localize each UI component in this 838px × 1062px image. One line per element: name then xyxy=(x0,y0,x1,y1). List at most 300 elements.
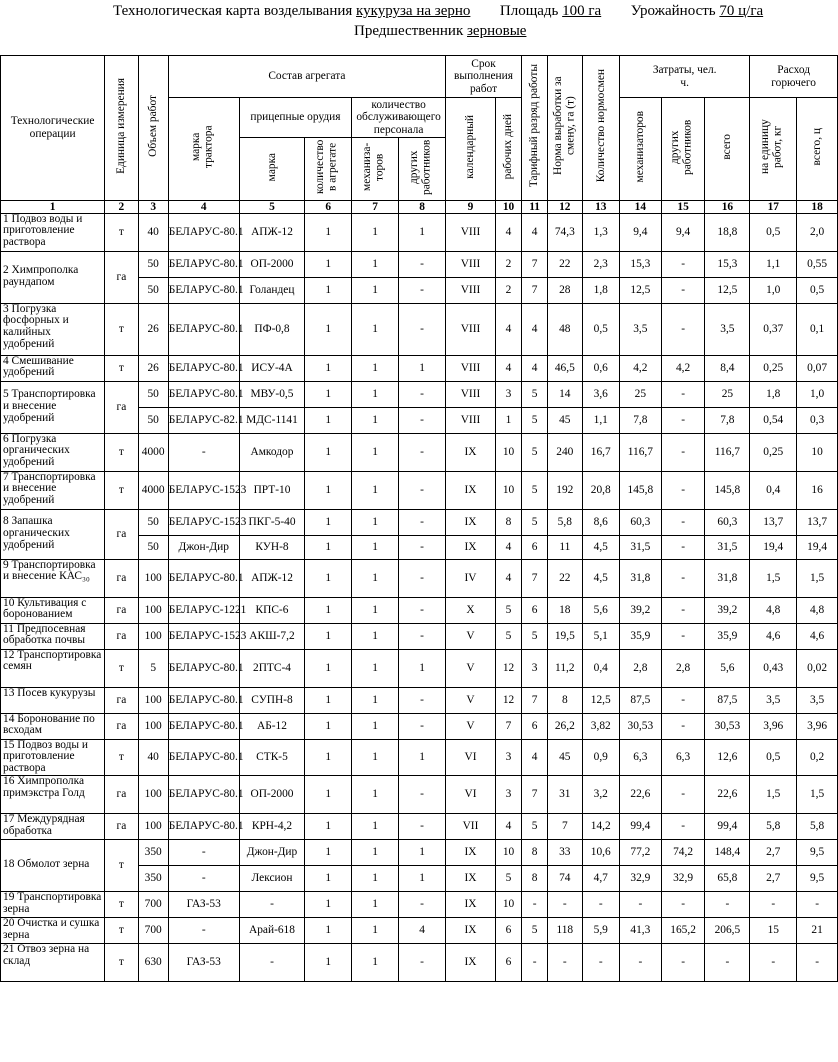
table-cell: 74,3 xyxy=(548,213,582,251)
table-cell: 1 xyxy=(352,649,399,687)
table-cell: 18,8 xyxy=(705,213,750,251)
table-cell: IX xyxy=(445,943,495,981)
table-cell: ГАЗ-53 xyxy=(168,943,239,981)
table-cell: 1 xyxy=(352,597,399,623)
header-unit: Единица измерения xyxy=(105,56,138,201)
operation-unit: га xyxy=(105,251,138,303)
table-row xyxy=(1,891,838,917)
table-cell: - xyxy=(399,407,446,433)
table-header xyxy=(1,56,838,214)
table-cell: VIII xyxy=(445,381,495,407)
table-row xyxy=(1,739,838,775)
table-cell: - xyxy=(399,597,446,623)
table-cell: IX xyxy=(445,891,495,917)
header-volume: Объем работ xyxy=(138,56,168,201)
table-cell: 3,96 xyxy=(750,713,797,739)
table-cell: 1 xyxy=(496,407,522,433)
table-cell: АКШ-7,2 xyxy=(239,623,305,649)
header-work-days: рабочих дней xyxy=(496,98,522,201)
table-cell: 3,96 xyxy=(797,713,838,739)
table-cell: 1 xyxy=(305,839,352,865)
table-cell: 3,2 xyxy=(582,775,620,813)
table-cell: 5,9 xyxy=(582,917,620,943)
table-cell: 1 xyxy=(305,509,352,535)
table-cell: 0,5 xyxy=(750,739,797,775)
table-cell: - xyxy=(750,891,797,917)
table-cell: 5 xyxy=(522,813,548,839)
table-row xyxy=(1,559,838,597)
title-crop: кукуруза на зерно xyxy=(356,3,471,19)
table-row xyxy=(1,649,838,687)
table-cell: 1,5 xyxy=(750,775,797,813)
table-cell: 35,9 xyxy=(705,623,750,649)
table-cell: 4,2 xyxy=(620,355,662,381)
table-cell: 2ПТС-4 xyxy=(239,649,305,687)
table-cell: 192 xyxy=(548,471,582,509)
table-cell: 1 xyxy=(305,891,352,917)
table-cell: ПКГ-5-40 xyxy=(239,509,305,535)
table-cell: 4,8 xyxy=(797,597,838,623)
table-cell: 12,5 xyxy=(705,277,750,303)
table-cell: 50 xyxy=(138,509,168,535)
table-body xyxy=(1,213,838,981)
table-cell: 1,3 xyxy=(582,213,620,251)
table-cell: БЕЛАРУС-80.1 xyxy=(168,813,239,839)
table-cell: 87,5 xyxy=(705,687,750,713)
table-cell: Джон-Дир xyxy=(168,535,239,559)
table-cell: 6 xyxy=(522,713,548,739)
table-cell: 6 xyxy=(496,943,522,981)
table-cell: БЕЛАРУС-80.1 xyxy=(168,775,239,813)
table-cell: 60,3 xyxy=(705,509,750,535)
table-cell: 0,02 xyxy=(797,649,838,687)
operation-name: 20 Очистка и сушка зерна xyxy=(1,917,105,943)
table-cell: 206,5 xyxy=(705,917,750,943)
table-cell: 1 xyxy=(305,303,352,355)
table-cell: 5 xyxy=(496,623,522,649)
table-cell: 5 xyxy=(496,597,522,623)
table-cell: 31,8 xyxy=(705,559,750,597)
table-cell: - xyxy=(620,943,662,981)
table-cell: 7 xyxy=(522,277,548,303)
operation-unit: т xyxy=(105,739,138,775)
table-cell: 0,5 xyxy=(750,213,797,251)
operation-name: 6 Погрузка органических удобрений xyxy=(1,433,105,471)
table-cell: - xyxy=(661,775,705,813)
table-cell: - xyxy=(661,559,705,597)
table-cell: 145,8 xyxy=(705,471,750,509)
table-cell: 5 xyxy=(496,865,522,891)
table-cell: - xyxy=(168,917,239,943)
table-cell: 1 xyxy=(352,433,399,471)
header-labor: Затраты, чел. ч. xyxy=(620,56,750,98)
table-cell: 5 xyxy=(522,471,548,509)
table-cell: 48 xyxy=(548,303,582,355)
table-cell: КРН-4,2 xyxy=(239,813,305,839)
table-cell: 3,5 xyxy=(705,303,750,355)
title-yield-value: 70 ц/га xyxy=(719,3,764,19)
table-cell: 4 xyxy=(522,355,548,381)
table-cell: 50 xyxy=(138,407,168,433)
table-cell: 2,0 xyxy=(797,213,838,251)
table-cell: 0,3 xyxy=(797,407,838,433)
table-cell: - xyxy=(399,471,446,509)
title-yield-label: Урожайность xyxy=(630,3,716,19)
column-number: 4 xyxy=(168,200,239,213)
table-cell: 2,7 xyxy=(750,839,797,865)
table-cell: 50 xyxy=(138,535,168,559)
table-cell: 5 xyxy=(522,917,548,943)
table-cell: АПЖ-12 xyxy=(239,559,305,597)
header-tariff: Тарифный разряд работы xyxy=(522,56,548,201)
table-cell: 2 xyxy=(496,251,522,277)
table-cell: 1 xyxy=(352,251,399,277)
table-cell: 1 xyxy=(305,407,352,433)
table-cell: 18 xyxy=(548,597,582,623)
table-cell: 1 xyxy=(352,775,399,813)
table-cell: 700 xyxy=(138,891,168,917)
table-cell: 8 xyxy=(548,687,582,713)
table-cell: 7 xyxy=(522,775,548,813)
table-cell: 5 xyxy=(522,623,548,649)
table-cell: 7,8 xyxy=(620,407,662,433)
table-cell: 4 xyxy=(522,213,548,251)
table-cell: 1 xyxy=(352,213,399,251)
table-cell: 4 xyxy=(496,213,522,251)
table-cell: VII xyxy=(445,813,495,839)
table-cell: 0,4 xyxy=(582,649,620,687)
header-labor-other: других работников xyxy=(661,98,705,201)
table-cell: VI xyxy=(445,775,495,813)
table-cell: 5,1 xyxy=(582,623,620,649)
table-cell: 1 xyxy=(305,277,352,303)
table-cell: БЕЛАРУС-80.1 xyxy=(168,559,239,597)
table-cell: 5,8 xyxy=(750,813,797,839)
table-cell: 6,3 xyxy=(620,739,662,775)
table-cell: - xyxy=(399,559,446,597)
table-cell: 25 xyxy=(705,381,750,407)
table-cell: - xyxy=(661,891,705,917)
table-cell: ИСУ-4А xyxy=(239,355,305,381)
operation-name: 4 Смешивание удобрений xyxy=(1,355,105,381)
column-number: 7 xyxy=(352,200,399,213)
table-cell: 8 xyxy=(522,865,548,891)
table-cell: - xyxy=(399,713,446,739)
table-row xyxy=(1,713,838,739)
table-cell: - xyxy=(399,687,446,713)
table-cell: 99,4 xyxy=(705,813,750,839)
table-cell: 5 xyxy=(522,381,548,407)
table-cell: - xyxy=(399,775,446,813)
table-cell: 3,82 xyxy=(582,713,620,739)
table-cell: VI xyxy=(445,739,495,775)
table-cell: 1 xyxy=(399,865,446,891)
header-impl-brand: марка xyxy=(239,138,305,201)
header-calendar: календарный xyxy=(445,98,495,201)
table-cell: 11 xyxy=(548,535,582,559)
table-cell: VIII xyxy=(445,277,495,303)
table-cell: МВУ-0,5 xyxy=(239,381,305,407)
table-cell: 13,7 xyxy=(750,509,797,535)
header-norm: Норма выработки за смену, га (т) xyxy=(548,56,582,201)
table-cell: 5,8 xyxy=(797,813,838,839)
table-cell: 10 xyxy=(797,433,838,471)
operation-unit: т xyxy=(105,839,138,891)
table-cell: 65,8 xyxy=(705,865,750,891)
table-cell: - xyxy=(548,891,582,917)
table-cell: 1 xyxy=(352,559,399,597)
operation-name: 15 Подвоз воды и приготовление раствора xyxy=(1,739,105,775)
table-cell: 1 xyxy=(352,739,399,775)
table-cell: 1 xyxy=(352,839,399,865)
table-cell: 240 xyxy=(548,433,582,471)
title-line-2 xyxy=(354,22,526,41)
table-cell: 1 xyxy=(399,739,446,775)
table-cell: 35,9 xyxy=(620,623,662,649)
table-cell: 350 xyxy=(138,839,168,865)
table-cell: IX xyxy=(445,433,495,471)
table-row xyxy=(1,433,838,471)
table-cell: - xyxy=(168,433,239,471)
table-cell: 2,7 xyxy=(750,865,797,891)
table-cell: - xyxy=(661,623,705,649)
table-cell: 7 xyxy=(522,559,548,597)
table-cell: 0,25 xyxy=(750,433,797,471)
table-cell: 12 xyxy=(496,649,522,687)
table-cell: 118 xyxy=(548,917,582,943)
table-cell: 4 xyxy=(496,559,522,597)
table-cell: 10 xyxy=(496,839,522,865)
table-cell: 4 xyxy=(496,355,522,381)
table-cell: 15,3 xyxy=(620,251,662,277)
table-cell: 22 xyxy=(548,559,582,597)
table-cell: 0,5 xyxy=(582,303,620,355)
table-cell: 10 xyxy=(496,471,522,509)
title-predecessor-value: зерновые xyxy=(467,23,527,39)
table-cell: - xyxy=(661,597,705,623)
table-cell: 46,5 xyxy=(548,355,582,381)
table-row xyxy=(1,943,838,981)
column-number: 3 xyxy=(138,200,168,213)
table-cell: 31,5 xyxy=(705,535,750,559)
table-cell: 1 xyxy=(305,813,352,839)
table-cell: 4,8 xyxy=(750,597,797,623)
column-number: 9 xyxy=(445,200,495,213)
table-cell: 100 xyxy=(138,687,168,713)
table-cell: 0,25 xyxy=(750,355,797,381)
table-cell: 6 xyxy=(496,917,522,943)
column-number: 6 xyxy=(305,200,352,213)
operation-name: 7 Транспортировка и внесение удобрений xyxy=(1,471,105,509)
table-cell: 5,8 xyxy=(548,509,582,535)
table-cell: 100 xyxy=(138,623,168,649)
table-cell: 30,53 xyxy=(620,713,662,739)
table-cell: БЕЛАРУС-1523 xyxy=(168,509,239,535)
table-cell: 4,6 xyxy=(750,623,797,649)
operation-unit: т xyxy=(105,891,138,917)
table-cell: 1 xyxy=(352,509,399,535)
table-cell: 1 xyxy=(352,713,399,739)
table-cell: 0,55 xyxy=(797,251,838,277)
table-cell: 39,2 xyxy=(620,597,662,623)
table-cell: 100 xyxy=(138,597,168,623)
table-cell: 9,4 xyxy=(620,213,662,251)
table-row xyxy=(1,355,838,381)
table-row xyxy=(1,775,838,813)
table-cell: - xyxy=(399,251,446,277)
table-cell: 7 xyxy=(522,687,548,713)
table-cell: 7 xyxy=(496,713,522,739)
table-cell: 13,7 xyxy=(797,509,838,535)
table-cell: БЕЛАРУС-80.1 xyxy=(168,687,239,713)
table-cell: 9,5 xyxy=(797,865,838,891)
table-cell: 45 xyxy=(548,739,582,775)
table-cell: 1 xyxy=(352,407,399,433)
table-cell: 7,8 xyxy=(705,407,750,433)
table-cell: 74 xyxy=(548,865,582,891)
table-cell: 350 xyxy=(138,865,168,891)
operation-unit: т xyxy=(105,303,138,355)
table-cell: Амкодор xyxy=(239,433,305,471)
header-other-workers: других работников xyxy=(399,138,446,201)
table-cell: 100 xyxy=(138,775,168,813)
table-cell: VIII xyxy=(445,213,495,251)
table-cell: 6 xyxy=(522,597,548,623)
table-cell: 116,7 xyxy=(705,433,750,471)
table-cell: 3,5 xyxy=(620,303,662,355)
table-cell: БЕЛАРУС-80.1 xyxy=(168,277,239,303)
table-cell: 1 xyxy=(305,355,352,381)
table-cell: - xyxy=(582,891,620,917)
table-row xyxy=(1,813,838,839)
table-cell: 21 xyxy=(797,917,838,943)
operation-unit: га xyxy=(105,687,138,713)
table-cell: Голандец xyxy=(239,277,305,303)
table-cell: - xyxy=(705,943,750,981)
table-cell: 3 xyxy=(496,775,522,813)
table-cell: - xyxy=(797,943,838,981)
table-cell: 1 xyxy=(305,213,352,251)
table-cell: - xyxy=(661,471,705,509)
tech-map-table-wrapper xyxy=(0,55,828,1015)
table-cell: - xyxy=(522,891,548,917)
table-cell: 15 xyxy=(750,917,797,943)
table-cell: Джон-Дир xyxy=(239,839,305,865)
table-cell: 8,4 xyxy=(705,355,750,381)
operation-unit: га xyxy=(105,623,138,649)
table-cell: - xyxy=(661,433,705,471)
table-cell: 50 xyxy=(138,277,168,303)
operation-unit: га xyxy=(105,597,138,623)
table-cell: БЕЛАРУС-1523 xyxy=(168,623,239,649)
table-cell: 28 xyxy=(548,277,582,303)
table-row xyxy=(1,381,838,407)
table-cell: - xyxy=(661,381,705,407)
table-cell: 15,3 xyxy=(705,251,750,277)
operation-name: 2 Химпрополка раундапом xyxy=(1,251,105,303)
operation-name: 16 Химпрополка примэкстра Голд xyxy=(1,775,105,813)
table-cell: 12 xyxy=(496,687,522,713)
table-row xyxy=(1,303,838,355)
table-cell: Арай-618 xyxy=(239,917,305,943)
table-cell: 1 xyxy=(305,917,352,943)
table-cell: 5 xyxy=(138,649,168,687)
table-cell: 1 xyxy=(305,713,352,739)
table-cell: 148,4 xyxy=(705,839,750,865)
table-cell: 4 xyxy=(496,813,522,839)
table-cell: 0,6 xyxy=(582,355,620,381)
operation-name: 12 Транспортировка семян xyxy=(1,649,105,687)
table-cell: - xyxy=(661,277,705,303)
table-row xyxy=(1,509,838,535)
column-number: 18 xyxy=(797,200,838,213)
table-cell: ПРТ-10 xyxy=(239,471,305,509)
table-cell: 1 xyxy=(352,355,399,381)
table-row xyxy=(1,687,838,713)
table-row xyxy=(1,251,838,277)
table-cell: 100 xyxy=(138,559,168,597)
column-number: 16 xyxy=(705,200,750,213)
table-cell: 4 xyxy=(522,739,548,775)
title-line-1 xyxy=(113,2,763,21)
table-cell: 1,5 xyxy=(797,775,838,813)
table-cell: 19,4 xyxy=(797,535,838,559)
table-cell: 9,5 xyxy=(797,839,838,865)
table-cell: 12,5 xyxy=(620,277,662,303)
operation-unit: т xyxy=(105,213,138,251)
table-cell: АБ-12 xyxy=(239,713,305,739)
header-norm-shifts: Количество нормосмен xyxy=(582,56,620,201)
table-cell: 0,4 xyxy=(750,471,797,509)
table-cell: 1 xyxy=(305,687,352,713)
table-cell: 100 xyxy=(138,713,168,739)
table-cell: 1 xyxy=(352,917,399,943)
table-cell: БЕЛАРУС-1221 xyxy=(168,597,239,623)
table-cell: ОП-2000 xyxy=(239,251,305,277)
table-cell: 3 xyxy=(522,649,548,687)
table-cell: 33 xyxy=(548,839,582,865)
table-cell: 0,9 xyxy=(582,739,620,775)
operation-unit: га xyxy=(105,713,138,739)
operation-unit: т xyxy=(105,355,138,381)
table-cell: - xyxy=(399,943,446,981)
table-cell: 4 xyxy=(496,303,522,355)
table-cell: 630 xyxy=(138,943,168,981)
table-cell: 31,5 xyxy=(620,535,662,559)
table-cell: 1 xyxy=(305,943,352,981)
table-cell: V xyxy=(445,649,495,687)
table-cell: БЕЛАРУС-80.1 xyxy=(168,213,239,251)
operation-name: 14 Боронование по всходам xyxy=(1,713,105,739)
table-cell: 2,8 xyxy=(661,649,705,687)
table-cell: 0,37 xyxy=(750,303,797,355)
operation-name: 1 Подвоз воды и приготовление раствора xyxy=(1,213,105,251)
table-cell: 20,8 xyxy=(582,471,620,509)
operation-unit: т xyxy=(105,917,138,943)
table-cell: 1,0 xyxy=(797,381,838,407)
table-cell: 32,9 xyxy=(661,865,705,891)
operation-name: 3 Погрузка фосфорных и калийных удобрений xyxy=(1,303,105,355)
table-cell: 1 xyxy=(305,251,352,277)
table-cell: - xyxy=(750,943,797,981)
table-cell: - xyxy=(705,891,750,917)
table-cell: 1,5 xyxy=(750,559,797,597)
table-cell: 4,5 xyxy=(582,559,620,597)
table-row xyxy=(1,839,838,865)
table-cell: 1 xyxy=(305,535,352,559)
table-cell: 4 xyxy=(522,303,548,355)
table-cell: КПС-6 xyxy=(239,597,305,623)
